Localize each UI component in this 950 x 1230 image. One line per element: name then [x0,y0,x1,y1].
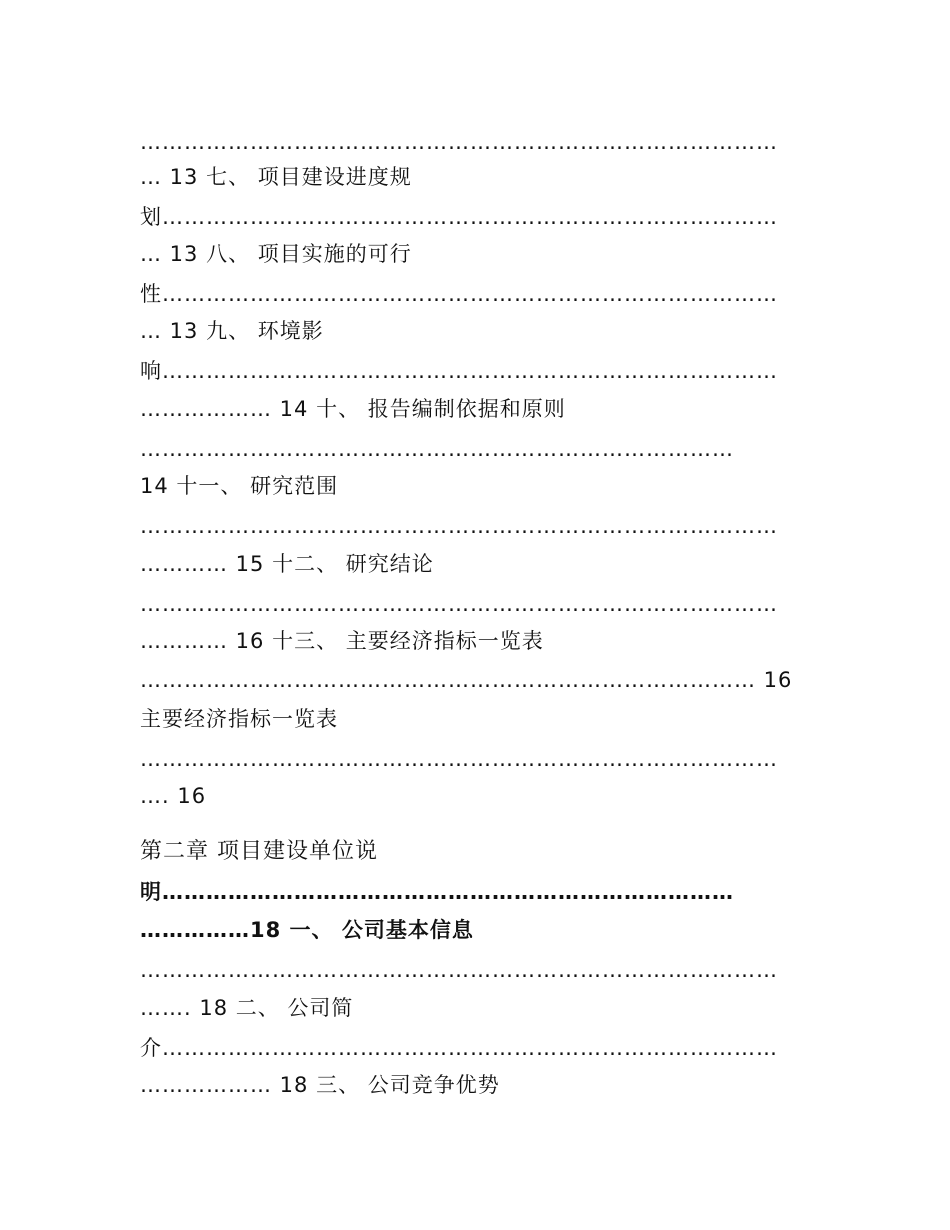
toc-line: ……. 18 二、 公司简 [140,996,354,1020]
toc-line: …………………………………………………………………………… [140,592,778,616]
chapter-heading: 第二章 项目建设单位说 [140,839,378,864]
chapter-toc-line: ……………18 一、 公司基本信息 [140,918,474,942]
toc-line: 响………………………………………………………………………… [140,359,778,383]
toc-line: …. 16 [140,784,207,808]
toc-line: 性………………………………………………………………………… [140,282,778,306]
toc-line: ………………………………………………………………………… 16 [140,668,793,692]
toc-line: ……………… 14 十、 报告编制依据和原则 [140,397,566,421]
toc-line: ……………… 18 三、 公司竞争优势 [140,1073,500,1097]
toc-line: 划………………………………………………………………………… [140,205,778,229]
toc-line: ………… 16 十三、 主要经济指标一览表 [140,629,544,653]
toc-line: ………… 15 十二、 研究结论 [140,552,434,576]
toc-line: … 13 七、 项目建设进度规 [140,165,412,189]
toc-line: 介………………………………………………………………………… [140,1036,778,1060]
toc-line: …………………………………………………………………………… [140,514,778,538]
toc-line: … 13 八、 项目实施的可行 [140,242,412,266]
chapter-toc-line: 明…………………………………………………………………… [140,880,734,904]
toc-line: 主要经济指标一览表 [140,707,338,731]
toc-line: …………………………………………………………………………… [140,130,778,154]
toc-line: 14 十一、 研究范围 [140,474,339,498]
toc-line: … 13 九、 环境影 [140,319,324,343]
toc-line: …………………………………………………………………………… [140,958,778,982]
toc-line: ……………………………………………………………………… [140,437,734,461]
toc-line: …………………………………………………………………………… [140,747,778,771]
